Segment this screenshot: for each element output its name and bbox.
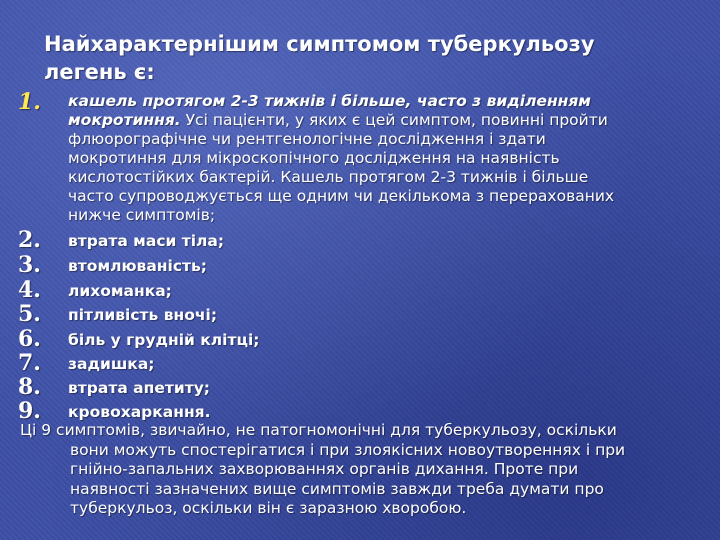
footer-line-4: наявності зазначених вище симптомів завжди треба думати про [70,479,604,498]
item-1-line-1: кашель протягом 2-3 тижнів і більше, часто з виділенням [68,92,591,110]
item-1-line-7: нижче симптомів; [68,206,216,224]
list-item-text: задишка; [68,355,155,373]
list-item-text: втомлюваність; [68,257,207,275]
list-item-text: втрата апетиту; [68,379,210,397]
footer-line-3: гнійно-запальних захворюваннях органів дихання. Проте при [70,460,579,478]
title-line-2: легень є: [44,60,155,84]
list-item-text: втрата маси тіла; [68,232,225,250]
list-number: 5. [18,301,41,327]
list-number: 1. [18,89,41,115]
item-1-line-5: кислотостійких бактерій. Кашель протягом 2-3 тижнів і більше [68,168,589,186]
item-1-lead: мокротиння. [68,111,181,129]
slide-title [44,30,664,86]
title-line-1: Найхарактернішим симптомом туберкульозу [44,32,595,56]
item-1-detail: Усі пацієнти, у яких є цей симптом, повинні пройти [180,111,608,129]
list-number: 3. [18,252,41,278]
list-number: 4. [18,277,41,303]
list-item-text: біль у грудній клітці; [68,331,260,349]
footer-line-1: Ці 9 симптомів, звичайно, не патогномонічні для туберкульозу, оскільки [20,421,617,439]
footer-paragraph [20,421,700,519]
footer-line-5: туберкульоз, оскільки він є заразною хворобою. [70,499,467,517]
list-item-text: лихоманка; [68,282,172,300]
item-1-line-3: флюорографічне чи рентгенологічне дослідження і здати [68,130,546,148]
list-number: 7. [18,350,41,376]
list-item-text: пітливість вночі; [68,306,218,324]
item-1-line-2 [68,111,698,130]
list-item-text: кровохаркання. [68,403,211,421]
list-number: 8. [18,374,41,400]
list-item-text [68,92,698,225]
item-1-line-6: часто супроводжується ще одним чи декількома з перерахованих [68,187,615,205]
item-1-line-4: мокротиння для мікроскопічного дослідження на наявність [68,149,560,167]
list-number: 9. [18,398,41,424]
footer-line-2: вони можуть спостерігатися і при злоякісних новоутвореннях і при [70,440,626,459]
list-number: 6. [18,326,41,352]
list-number: 2. [18,227,41,253]
